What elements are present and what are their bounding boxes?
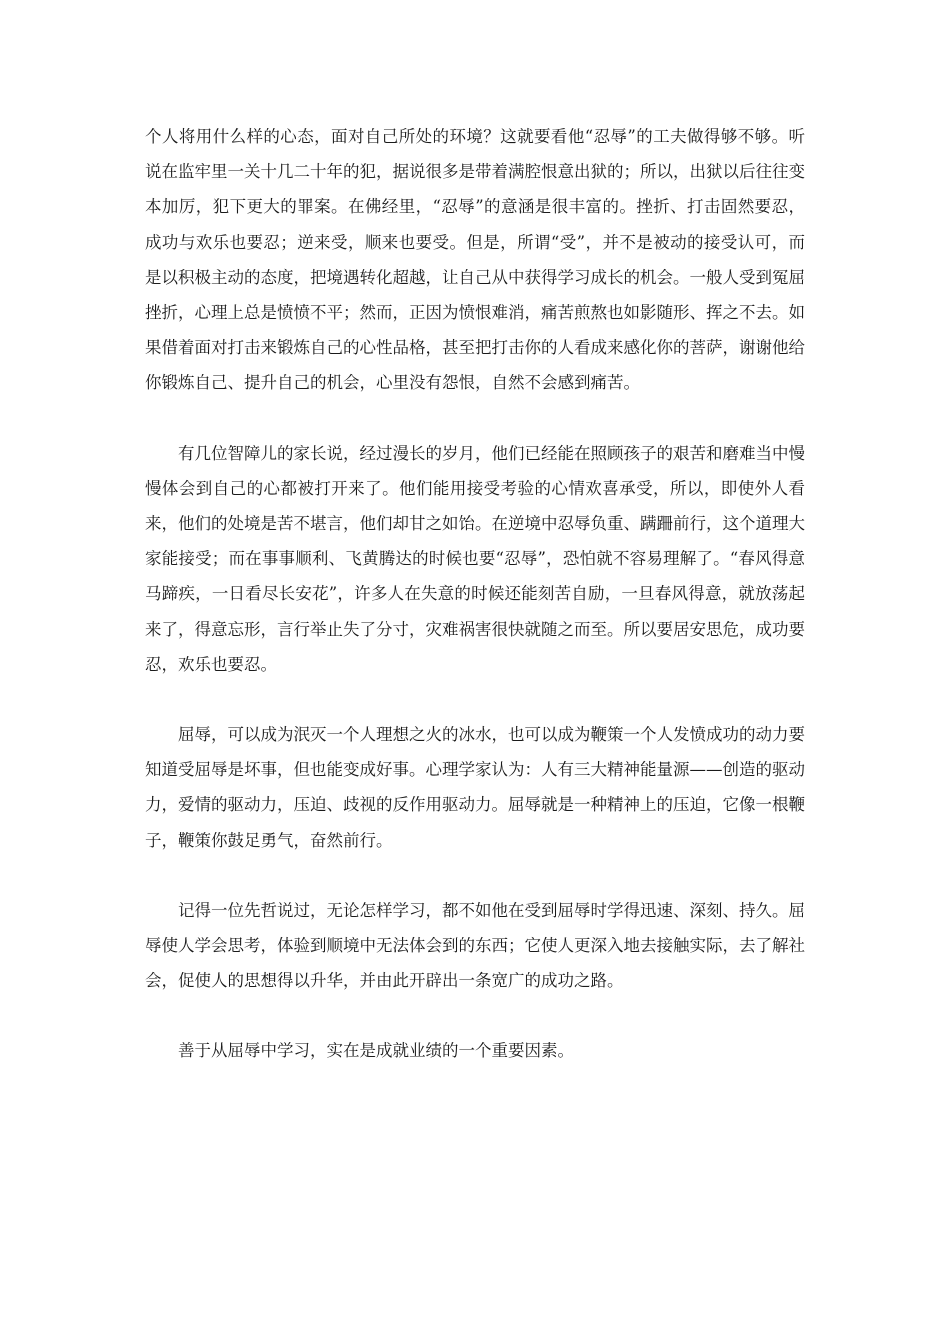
document-body (145, 119, 805, 1069)
paragraph-2: 有几位智障儿的家长说，经过漫长的岁月，他们已经能在照顾孩子的艰苦和磨难当中慢慢体会到自己的心都被打开来了。他们能用接受考验的心情欢喜承受，所以，即使外人看来，他们的处境是苦不堪言，他们却甘之如饴。在逆境中忍辱负重、蹒跚前行，这个道理大家能接受；而在事事顺利、飞黄腾达的时候也要“忍辱”，恐怕就不容易理解了。“春风得意马蹄疾，一日看尽长安花”，许多人在失意的时候还能刻苦自励，一旦春风得意，就放荡起来了，得意忘形，言行举止失了分寸，灾难祸害很快就随之而至。所以要居安思危，成功要忍，欢乐也要忍。 (145, 443, 805, 674)
paragraph-5: 善于从屈辱中学习，实在是成就业绩的一个重要因素。 (178, 1041, 574, 1061)
paragraph-4: 记得一位先哲说过，无论怎样学习，都不如他在受到屈辱时学得迅速、深刻、持久。屈辱使人学会思考，体验到顺境中无法体会到的东西；它使人更深入地去接触实际，去了解社会，促使人的思想得以升华，并由此开辟出一条宽广的成功之路。 (145, 900, 805, 991)
paragraph-1: 个人将用什么样的心态，面对自己所处的环境？这就要看他“忍辱”的工夫做得够不够。听说在监牢里一关十几二十年的犯，据说很多是带着满腔恨意出狱的；所以，出狱以后往往变本加厉，犯下更大的罪案。在佛经里，“忍辱”的意涵是很丰富的。挫折、打击固然要忍，成功与欢乐也要忍；逆来受，顺来也要受。但是，所谓“受”，并不是被动的接受认可，而是以积极主动的态度，把境遇转化超越，让自己从中获得学习成长的机会。一般人受到冤屈挫折，心理上总是愤愤不平；然而，正因为愤恨难消，痛苦煎熬也如影随形、挥之不去。如果借着面对打击来锻炼自己的心性品格，甚至把打击你的人看成来感化你的菩萨，谢谢他给你锻炼自己、提升自己的机会，心里没有怨恨，自然不会感到痛苦。 (145, 127, 805, 393)
paragraph-3: 屈辱，可以成为泯灭一个人理想之火的冰水，也可以成为鞭策一个人发愤成功的动力要知道受屈辱是坏事，但也能变成好事。心理学家认为：人有三大精神能量源——创造的驱动力，爱情的驱动力，压迫、歧视的反作用驱动力。屈辱就是一种精神上的压迫，它像一根鞭子，鞭策你鼓足勇气，奋然前行。 (145, 725, 805, 850)
